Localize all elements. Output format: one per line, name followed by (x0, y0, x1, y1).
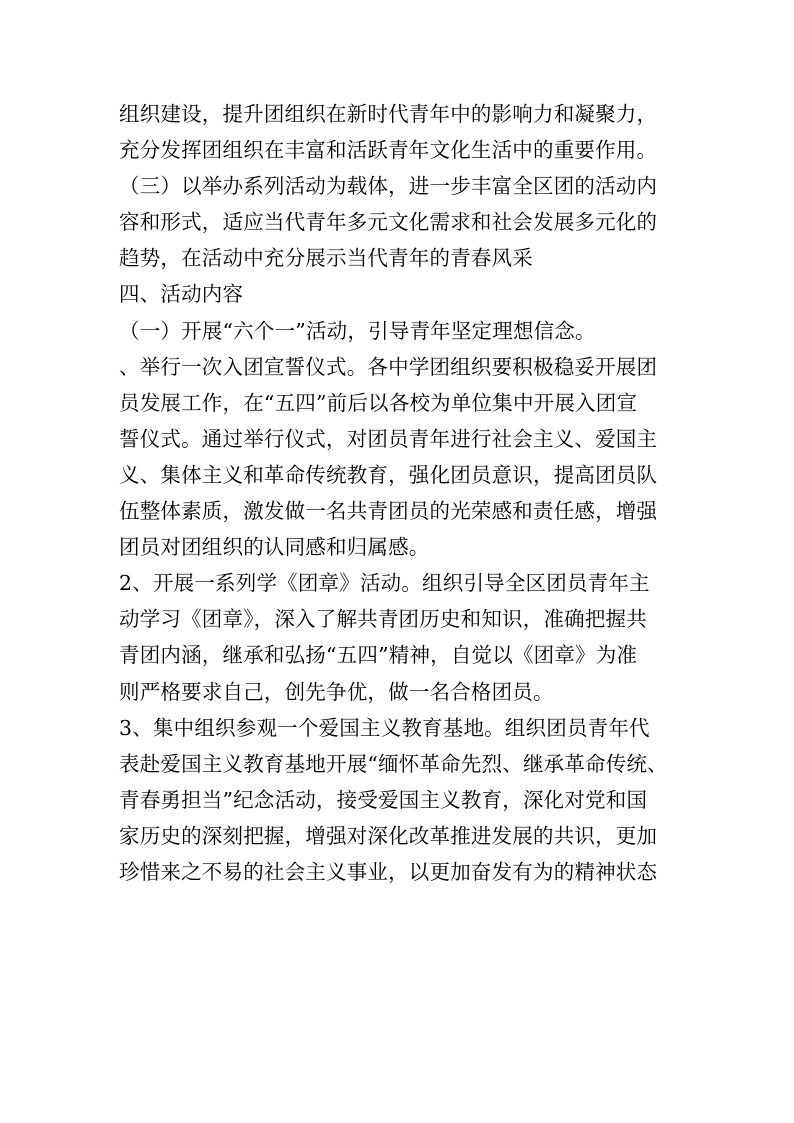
subsection-heading: （一）开展“六个一”活动，引导青年坚定理想信念。 (119, 318, 596, 343)
text-line: 容和形式，适应当代青年多元文化需求和社会发展多元化的 (119, 210, 658, 235)
document-body (119, 96, 699, 890)
text-line: 誓仪式。通过举行仪式，对团员青年进行社会主义、爱国主 (119, 426, 658, 451)
text-line: 组织建设，提升团组织在新时代青年中的影响力和凝聚力， (119, 102, 658, 126)
text-line: 3、集中组织参观一个爱国主义教育基地。组织团员青年代 (119, 715, 650, 740)
text-line: 动学习《团章》，深入了解共青团历史和知识，准确把握共 (119, 607, 647, 632)
text-line: 、举行一次入团宣誓仪式。各中学团组织要积极稳妥开展团 (119, 354, 658, 379)
section-heading: 四、活动内容 (119, 282, 244, 307)
text-line: 表赴爱国主义教育基地开展“缅怀革命先烈、继承革命传统、 (119, 751, 668, 776)
text-line: 珍惜来之不易的社会主义事业，以更加奋发有为的精神状态 (119, 859, 658, 884)
text-line: 团员对团组织的认同感和归属感。 (119, 535, 430, 560)
text-line: 青团内涵，继承和弘扬“五四”精神，自觉以《团章》为准 (119, 643, 638, 668)
text-line: 家历史的深刻把握，增强对深化改革推进发展的共识，更加 (119, 823, 658, 848)
text-line: 青春勇担当”纪念活动，接受爱国主义教育，深化对党和国 (119, 787, 648, 812)
text-line: （三）以举办系列活动为载体，进一步丰富全区团的活动内 (119, 174, 658, 199)
text-line: 伍整体素质，激发做一名共青团员的光荣感和责任感，增强 (119, 499, 658, 524)
text-line: 充分发挥团组织在丰富和活跃青年文化生活中的重要作用。 (119, 138, 658, 163)
text-line: 2、开展一系列学《团章》活动。组织引导全区团员青年主 (119, 571, 650, 596)
text-line: 趋势，在活动中充分展示当代青年的青春风采 (119, 246, 533, 271)
text-line: 义、集体主义和革命传统教育，强化团员意识，提高团员队 (119, 462, 658, 487)
text-line: 员发展工作，在“五四”前后以各校为单位集中开展入团宣 (119, 390, 638, 415)
text-line: 则严格要求自己，创先争优，做一名合格团员。 (119, 679, 554, 704)
